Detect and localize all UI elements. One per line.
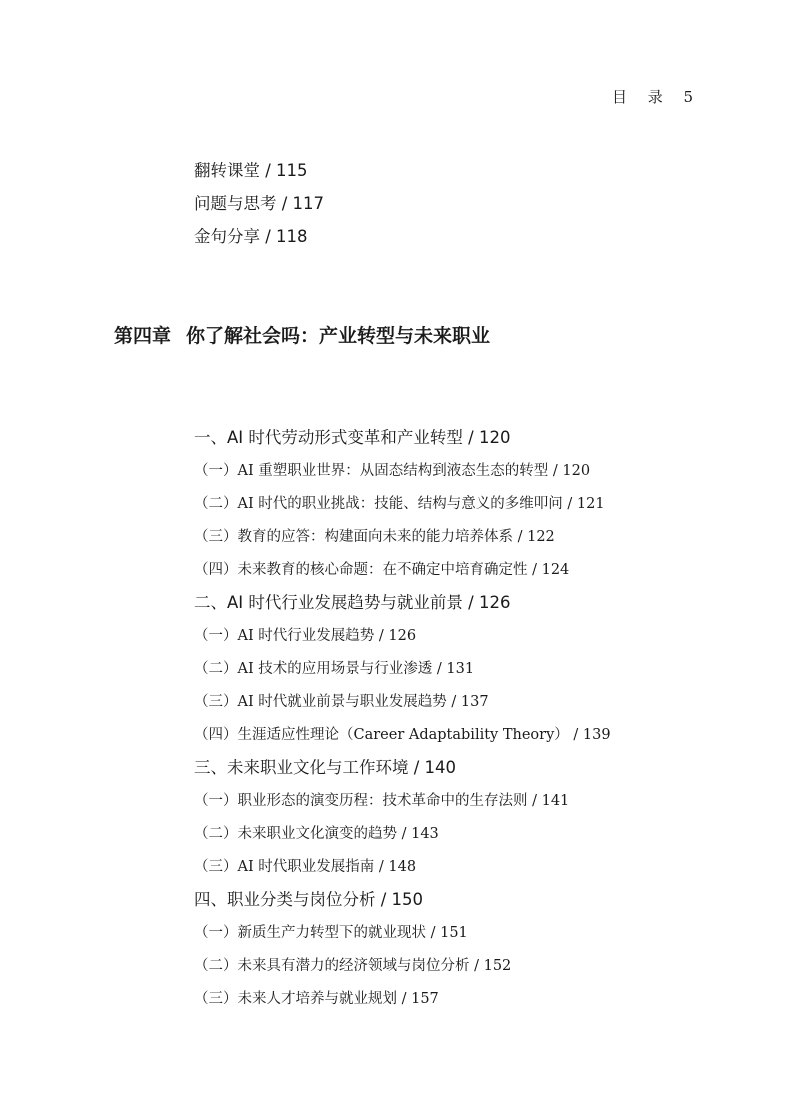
chapter-number: 第四章: [114, 325, 172, 347]
subsection-entry: （四）生涯适应性理论（Career Adaptability Theory） / 139: [194, 727, 611, 743]
chapter-title: 你了解社会吗：产业转型与未来职业: [186, 325, 491, 347]
subsection-entry: （四）未来教育的核心命题：在不确定中培育确定性 / 124: [194, 562, 570, 578]
toc-entry: 金句分享 / 118: [194, 227, 308, 246]
toc-entry: 问题与思考 / 117: [194, 194, 325, 213]
chapter-heading: [114, 321, 490, 348]
subsection-entry: （一）职业形态的演变历程：技术革命中的生存法则 / 141: [194, 793, 570, 809]
subsection-entry: （一）AI 时代行业发展趋势 / 126: [194, 628, 417, 644]
section-title: 三、未来职业文化与工作环境 / 140: [194, 758, 457, 777]
subsection-entry: （一）新质生产力转型下的就业现状 / 151: [194, 925, 468, 941]
section-title: 二、AI 时代行业发展趋势与就业前景 / 126: [194, 593, 511, 612]
subsection-entry: （二）AI 技术的应用场景与行业渗透 / 131: [194, 661, 475, 677]
running-header: 目 录 5: [612, 88, 702, 106]
subsection-entry: （三）AI 时代职业发展指南 / 148: [194, 859, 417, 875]
toc-entry: 翻转课堂 / 115: [194, 161, 308, 180]
subsection-entry: （三）AI 时代就业前景与职业发展趋势 / 137: [194, 694, 489, 710]
subsection-entry: （二）未来具有潜力的经济领域与岗位分析 / 152: [194, 958, 512, 974]
subsection-entry: （二）AI 时代的职业挑战：技能、结构与意义的多维叩问 / 121: [194, 496, 605, 512]
subsection-entry: （一）AI 重塑职业世界：从固态结构到液态生态的转型 / 120: [194, 463, 591, 479]
subsection-entry: （三）未来人才培养与就业规划 / 157: [194, 991, 439, 1007]
subsection-entry: （二）未来职业文化演变的趋势 / 143: [194, 826, 439, 842]
subsection-entry: （三）教育的应答：构建面向未来的能力培养体系 / 122: [194, 529, 555, 545]
section-title: 一、AI 时代劳动形式变革和产业转型 / 120: [194, 428, 511, 447]
section-title: 四、职业分类与岗位分析 / 150: [194, 890, 424, 909]
